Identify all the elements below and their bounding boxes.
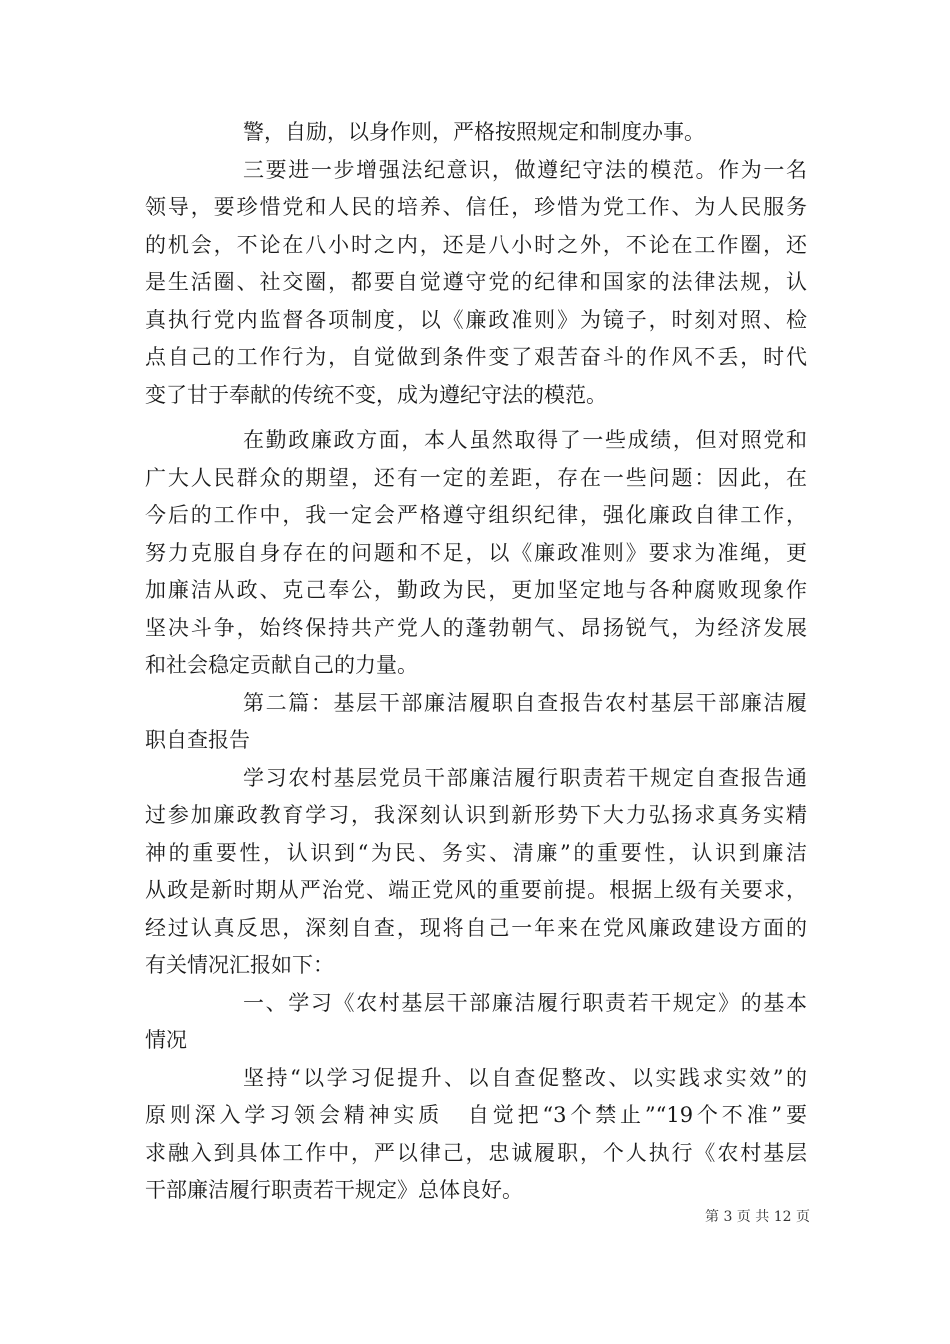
text-line: 三要进一步增强法纪意识，做遵纪守法的模范。作为一名	[243, 157, 807, 182]
text-line: 一、学习《农村基层干部廉洁履行职责若干规定》的基本	[243, 990, 807, 1015]
text-line: 神的重要性，认识到“为民、务实、清廉”的重要性，认识到廉洁	[145, 840, 807, 865]
paragraph-5	[145, 1060, 807, 1210]
section-heading-one	[145, 985, 807, 1060]
text-line: 学习农村基层党员干部廉洁履行职责若干规定自查报告通	[243, 765, 807, 790]
paragraph-2	[145, 152, 807, 415]
text-line: 情况	[145, 1028, 187, 1052]
text-line: 的机会，不论在八小时之内，还是八小时之外，不论在工作圈，还	[145, 232, 807, 257]
paragraph-3	[145, 422, 807, 685]
text-line: 有关情况汇报如下：	[145, 953, 334, 977]
text-line: 点自己的工作行为，自觉做到条件变了艰苦奋斗的作风不丢，时代	[145, 345, 807, 369]
section-heading-part-two	[145, 685, 807, 760]
text-line: 职自查报告	[145, 728, 250, 752]
text-line: 加廉洁从政、克己奉公，勤政为民，更加坚定地与各种腐败现象作	[145, 578, 807, 602]
text-line: 领导，要珍惜党和人民的培养、信任，珍惜为党工作、为人民服务	[145, 195, 807, 219]
paragraph-gap	[145, 414, 807, 422]
text-line: 真执行党内监督各项制度，以《廉政准则》为镜子，时刻对照、检	[145, 307, 807, 332]
body-text	[145, 114, 807, 1210]
text-line: 警，自励，以身作则，严格按照规定和制度办事。	[243, 120, 705, 144]
text-line: 和社会稳定贡献自己的力量。	[145, 653, 418, 677]
page-number-footer: 第 3 页 共 12 页	[705, 1209, 810, 1225]
text-line: 原则深入学习领会精神实质 自觉把“3个禁止”“19个不准”要	[145, 1103, 807, 1127]
text-line: 第二篇：基层干部廉洁履职自查报告农村基层干部廉洁履	[243, 690, 807, 715]
text-line: 广大人民群众的期望，还有一定的差距，存在一些问题：因此，在	[145, 465, 807, 490]
text-line: 过参加廉政教育学习，我深刻认识到新形势下大力弘扬求真务实精	[145, 803, 807, 827]
paragraph-1	[145, 114, 807, 152]
text-line: 在勤政廉政方面，本人虽然取得了一些成绩，但对照党和	[243, 428, 807, 452]
text-line: 是生活圈、社交圈，都要自觉遵守党的纪律和国家的法律法规，认	[145, 270, 807, 294]
text-line: 坚决斗争，始终保持共产党人的蓬勃朝气、昂扬锐气，为经济发展	[145, 615, 807, 640]
text-line: 努力克服自身存在的问题和不足，以《廉政准则》要求为准绳，更	[145, 540, 807, 565]
paragraph-4	[145, 760, 807, 985]
text-line: 求融入到具体工作中，严以律己，忠诚履职，个人执行《农村基层	[145, 1140, 807, 1165]
text-line: 今后的工作中，我一定会严格遵守组织纪律，强化廉政自律工作，	[145, 503, 807, 527]
text-line: 经过认真反思，深刻自查，现将自己一年来在党风廉政建设方面的	[145, 915, 807, 940]
text-line: 干部廉洁履行职责若干规定》总体良好。	[145, 1178, 523, 1202]
text-line: 从政是新时期从严治党、端正党风的重要前提。根据上级有关要求，	[145, 878, 807, 902]
text-line: 坚持“以学习促提升、以自查促整改、以实践求实效”的	[243, 1065, 807, 1090]
text-line: 变了甘于奉献的传统不变，成为遵纪守法的模范。	[145, 382, 607, 407]
